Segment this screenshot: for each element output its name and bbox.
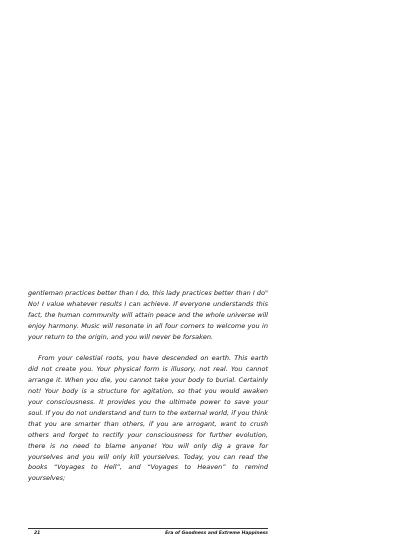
paragraph-1: gentleman practices better than I do, this lady practices better than I do" No! I value whatever results I can achieve. If everyone understands this fact, the human community will attain peace and the whole universe will enjoy harmony. Music will resonate in all four corners to welcome you in your return to the origin, and you will never be forsaken. xyxy=(28,289,268,341)
footer-rule xyxy=(28,528,268,529)
paragraph-2: From your celestial roots, you have descended on earth. This earth did not create you. Your physical form is illusory, not real. You cannot arrange it. When you die, you cannot take your body to burial. Certainly not! Your body is a structure for agitation, so that you would awaken your consciousness. It provides you the ultimate power to save your soul. If you do not understand and turn to the external world, if you think that you are smarter than others, if you are arrogant, want to crush others and forget to rectify your consciousness for further evolution, there is no need to blame anyone! You will only dig a grave for yourselves and you will only kill yourselves. Today, you can read the books “Voyages to Hell”, and “Voyages to Heaven” to remind yourselves; xyxy=(28,354,268,483)
running-title: Era of Goodness and Extreme Happiness xyxy=(165,531,268,536)
page-number: 21 xyxy=(34,531,41,536)
body-text xyxy=(28,288,268,484)
